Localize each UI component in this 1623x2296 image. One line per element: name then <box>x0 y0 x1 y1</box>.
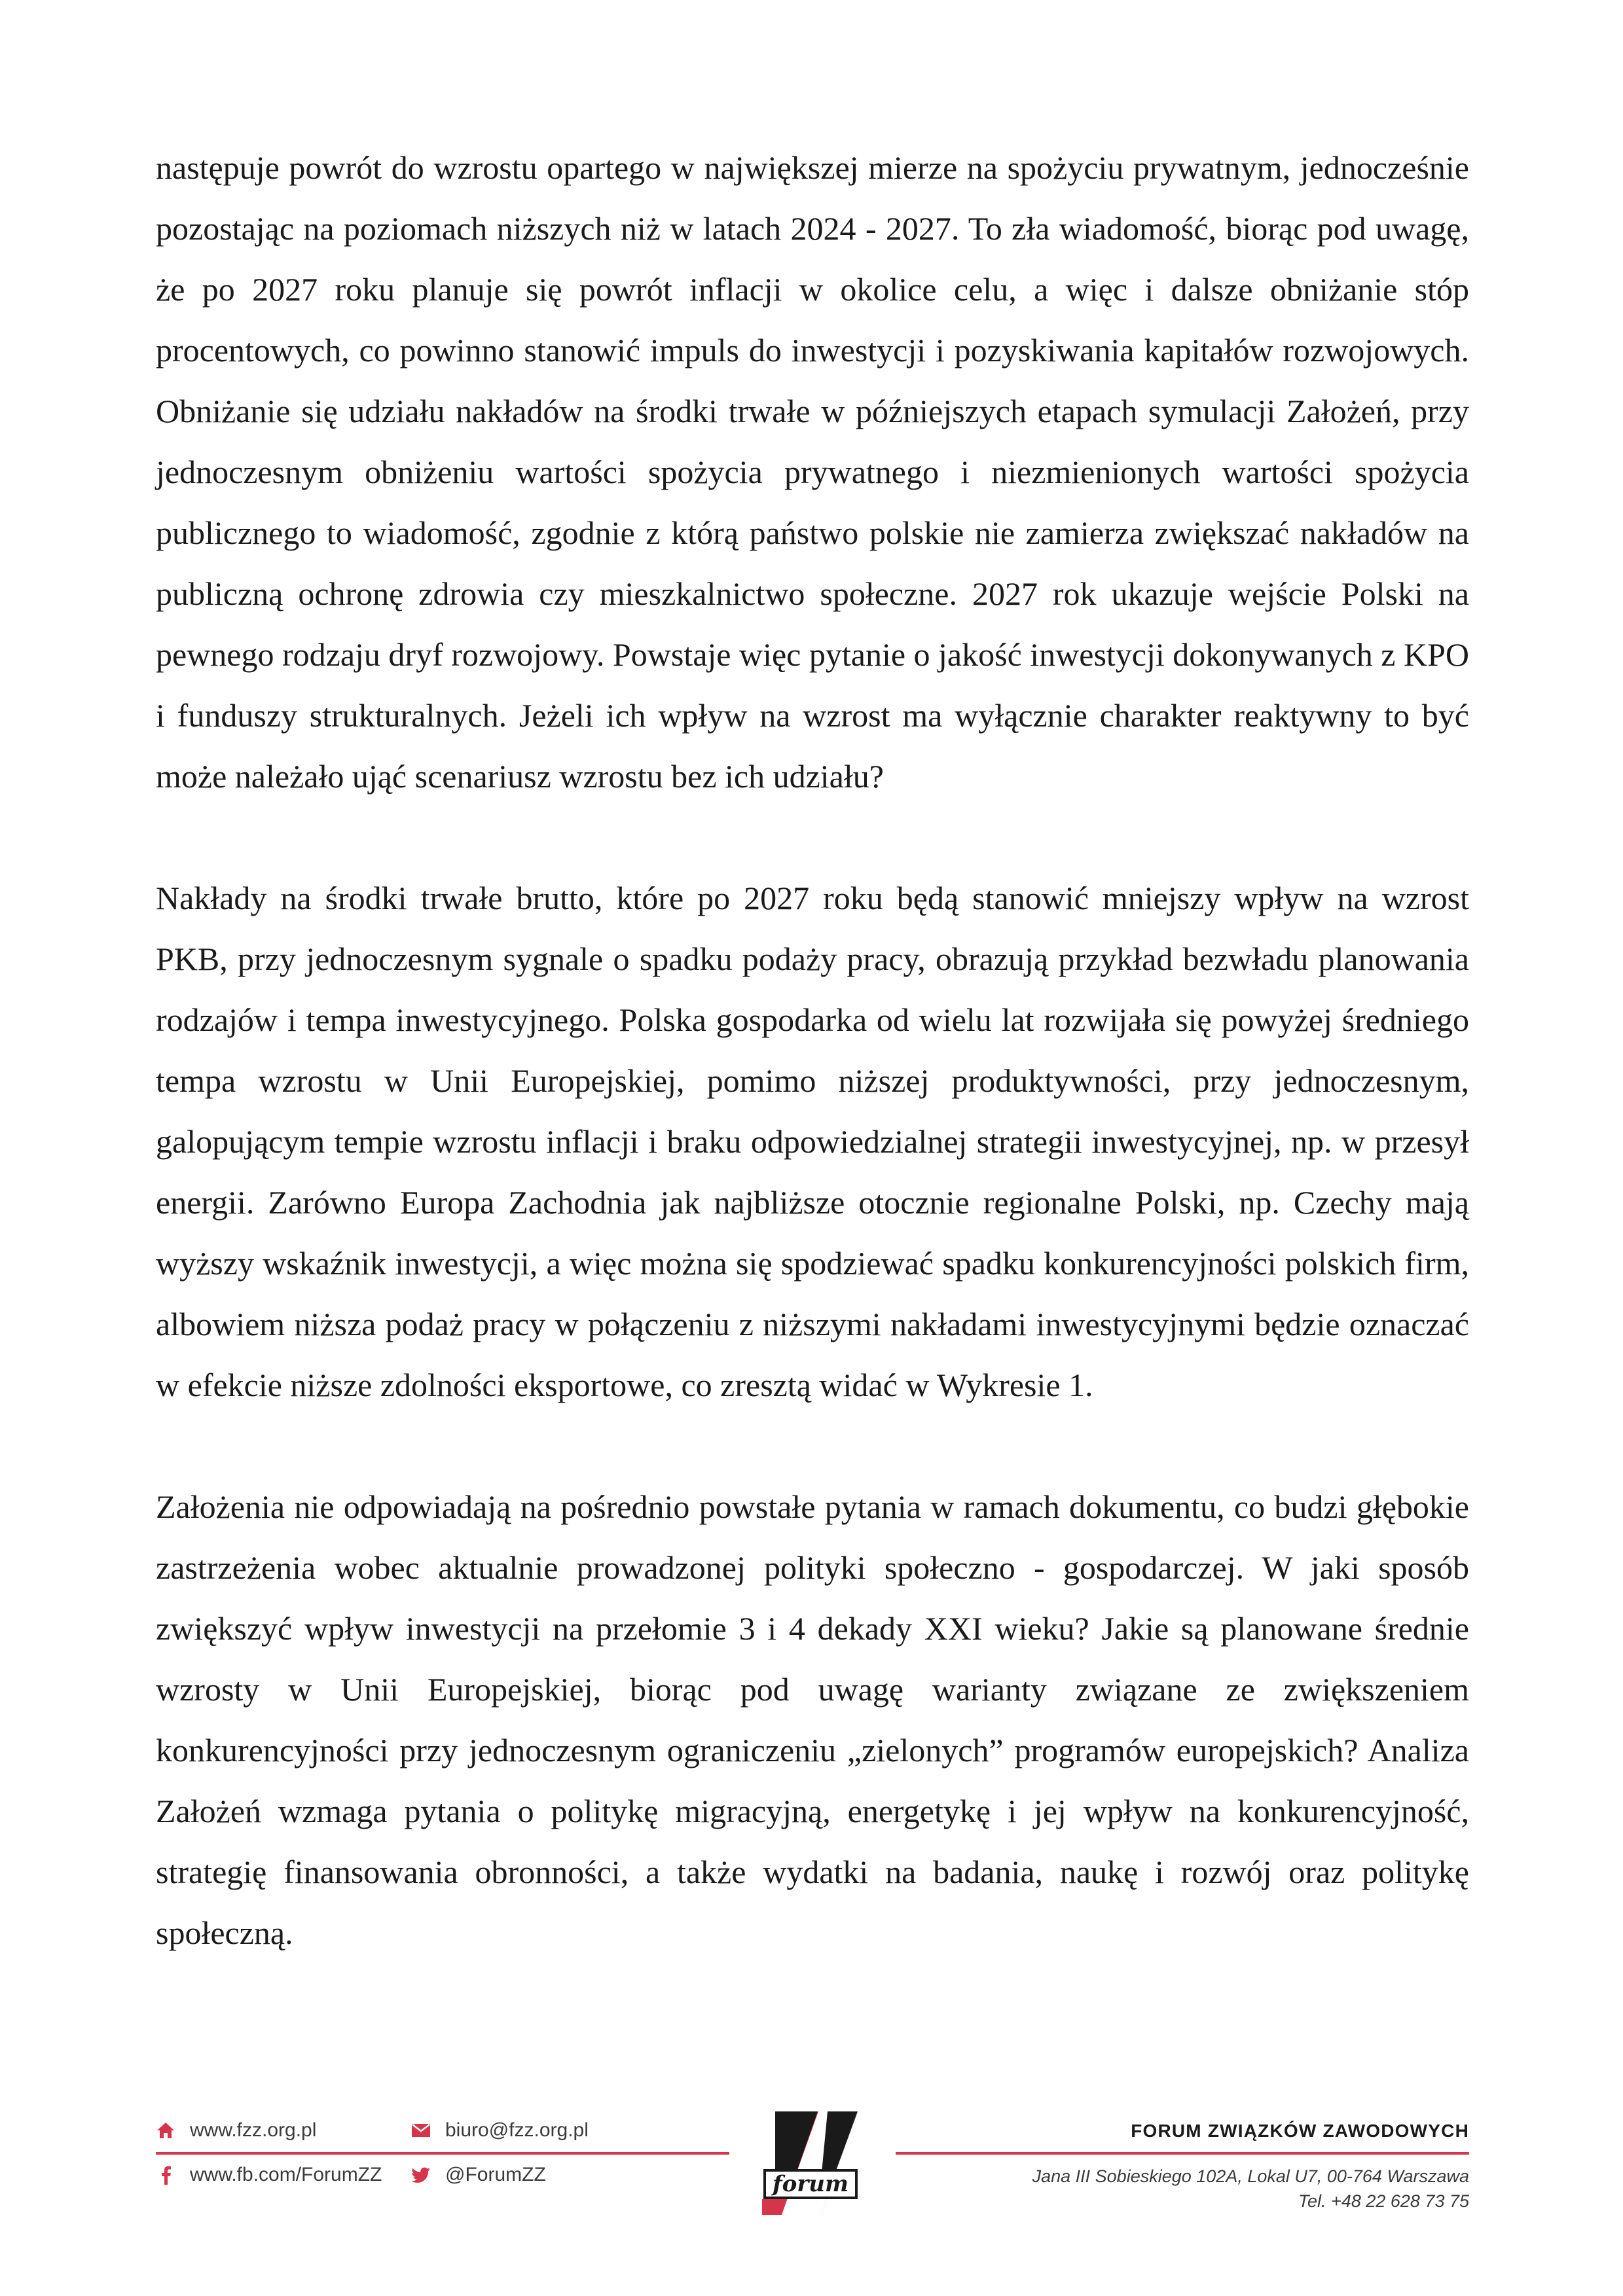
body-paragraph-3: Założenia nie odpowiadają na pośrednio powstałe pytania w ramach dokumentu, co budzi głębokie zastrzeżenia wobec aktualnie prowadzonej polityki społeczno - gospodarczej. W jaki sposób zwiększyć wpływ inwestycji na przełomie 3 i 4 dekady XXI wieku? Jakie są planowane średnie wzrosty w Unii Europejskiej, biorąc pod uwagę warianty związane ze zwiększeniem konkurencyjności przy jednoczesnym ograniczeniu „zielonych” programów europejskich? Analiza Założeń wzmaga pytania o politykę migracyjną, energetykę i jej wpływ na konkurencyjność, strategię finansowania obronności, a także wydatki na badania, naukę i rozwój oraz politykę społeczną. <box>156 1488 1469 1951</box>
organization-phone: Tel. +48 22 628 73 75 <box>1298 2191 1469 2211</box>
envelope-icon <box>411 2121 431 2140</box>
document-body <box>156 137 1469 1964</box>
footer-rule-right <box>896 2152 1469 2155</box>
footer-email[interactable] <box>411 2119 589 2142</box>
footer-website[interactable] <box>156 2119 316 2142</box>
forum-logo <box>756 2108 864 2219</box>
facebook-icon <box>156 2165 175 2185</box>
twitter-icon <box>411 2165 431 2185</box>
footer-rule-left <box>156 2152 729 2155</box>
organization-name: FORUM ZWIĄZKÓW ZAWODOWYCH <box>1131 2121 1469 2141</box>
footer-website-text: www.fzz.org.pl <box>190 2119 317 2141</box>
body-paragraph-1: następuje powrót do wzrostu opartego w największej mierze na spożyciu prywatnym, jednocześnie pozostając na poziomach niższych niż w latach 2024 - 2027. To zła wiadomość, biorąc pod uwagę, że po 2027 roku planuje się powrót inflacji w okolice celu, a więc i dalsze obniżanie stóp procentowych, co powinno stanowić impuls do inwestycji i pozyskiwania kapitałów rozwojowych. Obniżanie się udziału nakładów na środki trwałe w późniejszych etapach symulacji Założeń, przy jednoczesnym obniżeniu wartości spożycia prywatnego i niezmienionych wartości spożycia publicznego to wiadomość, zgodnie z którą państwo polskie nie zamierza zwiększać nakładów na publiczną ochronę zdrowia czy mieszkalnictwo społeczne. 2027 rok ukazuje wejście Polski na pewnego rodzaju dryf rozwojowy. Powstaje więc pytanie o jakość inwestycji dokonywanych z KPO i funduszy strukturalnych. Jeżeli ich wpływ na wzrost ma wyłącznie charakter reaktywny to być może należało ująć scenariusz wzrostu bez ich udziału? <box>156 149 1469 795</box>
logo-text: forum <box>773 2171 848 2197</box>
footer-facebook-text: www.fb.com/ForumZZ <box>190 2164 382 2185</box>
page-footer <box>156 2108 1469 2219</box>
home-icon <box>156 2121 175 2140</box>
organization-address: Jana III Sobieskiego 102A, Lokal U7, 00-764 Warszawa <box>1032 2166 1469 2186</box>
body-paragraph-2: Nakłady na środki trwałe brutto, które po 2027 roku będą stanowić mniejszy wpływ na wzrost PKB, przy jednoczesnym sygnale o spadku podaży pracy, obrazują przykład bezwładu planowania rodzajów i tempa inwestycyjnego. Polska gospodarka od wielu lat rozwijała się powyżej średniego tempa wzrostu w Unii Europejskiej, pomimo niższej produktywności, przy jednoczesnym, galopującym tempie wzrostu inflacji i braku odpowiedzialnej strategii inwestycyjnej, np. w przesył energii. Zarówno Europa Zachodnia jak najbliższe otocznie regionalne Polski, np. Czechy mają wyższy wskaźnik inwestycji, a więc można się spodziewać spadku konkurencyjności polskich firm, albowiem niższa podaż pracy w połączeniu z niższymi nakładami inwestycyjnymi będzie oznaczać w efekcie niższe zdolności eksportowe, co zresztą widać w Wykresie 1. <box>156 880 1469 1403</box>
footer-twitter[interactable] <box>411 2164 546 2186</box>
footer-facebook[interactable] <box>156 2164 382 2186</box>
footer-email-text: biuro@fzz.org.pl <box>445 2119 589 2141</box>
footer-twitter-text: @ForumZZ <box>445 2164 546 2185</box>
